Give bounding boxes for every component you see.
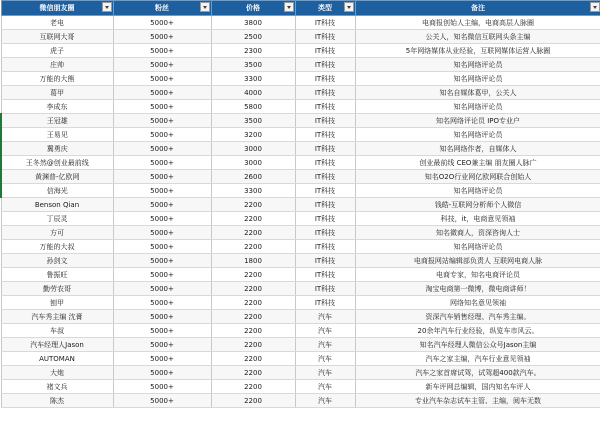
cell-type[interactable]: IT科技	[295, 184, 355, 198]
cell-type[interactable]: IT科技	[295, 212, 355, 226]
cell-fans[interactable]: 5000+	[113, 296, 211, 310]
header-label: 备注	[471, 4, 485, 12]
table-row	[1, 296, 600, 310]
cell-price[interactable]: 2300	[211, 44, 295, 58]
cell-name[interactable]: 汽车经理人Jason	[1, 338, 113, 352]
cell-price[interactable]: 2200	[211, 240, 295, 254]
cell-name[interactable]: 葛甲	[1, 86, 113, 100]
cell-name[interactable]: 万能的大熊	[1, 72, 113, 86]
cell-fans[interactable]: 5000+	[113, 72, 211, 86]
cell-name[interactable]: 王易见	[1, 128, 113, 142]
cell-fans[interactable]: 5000+	[113, 338, 211, 352]
cell-notes[interactable]: 电商报创始人主编，电商高层人脉圈	[355, 16, 600, 30]
cell-price[interactable]: 2200	[211, 212, 295, 226]
cell-notes[interactable]: 知名网络评论员	[355, 240, 600, 254]
table-row	[1, 310, 600, 324]
cell-price[interactable]: 3000	[211, 142, 295, 156]
cell-price[interactable]: 3300	[211, 72, 295, 86]
cell-fans[interactable]: 5000+	[113, 16, 211, 30]
cell-notes[interactable]: 钱皓-互联网分析师个人微信	[355, 198, 600, 212]
table-row	[1, 268, 600, 282]
cell-fans[interactable]: 5000+	[113, 394, 211, 408]
cell-price[interactable]: 2200	[211, 338, 295, 352]
cell-name[interactable]: 王冬然@创业最前线	[1, 156, 113, 170]
cell-fans[interactable]: 5000+	[113, 198, 211, 212]
cell-fans[interactable]: 5000+	[113, 366, 211, 380]
cell-notes[interactable]: 知名微商人，资深咨询人士	[355, 226, 600, 240]
cell-fans[interactable]: 5000+	[113, 170, 211, 184]
cell-type[interactable]: 汽车	[295, 366, 355, 380]
cell-type[interactable]: IT科技	[295, 254, 355, 268]
cell-notes[interactable]: 电商专家，知名电商评论员	[355, 268, 600, 282]
table-row	[1, 156, 600, 170]
table-row	[1, 100, 600, 114]
cell-type[interactable]: IT科技	[295, 72, 355, 86]
table-row	[1, 58, 600, 72]
cell-type[interactable]: IT科技	[295, 114, 355, 128]
header-label: 粉丝	[155, 4, 169, 12]
table-row	[1, 16, 600, 30]
cell-notes[interactable]: 知名网络评论员	[355, 184, 600, 198]
header-label: 价格	[246, 4, 260, 12]
cell-price[interactable]: 3000	[211, 156, 295, 170]
cell-notes[interactable]: 电商报网站编辑部负责人 互联网电商人脉	[355, 254, 600, 268]
cell-fans[interactable]: 5000+	[113, 184, 211, 198]
filter-dropdown-icon[interactable]	[590, 2, 600, 12]
table-row	[1, 142, 600, 156]
cell-fans[interactable]: 5000+	[113, 212, 211, 226]
cell-name[interactable]: 褚文兵	[1, 380, 113, 394]
cell-type[interactable]: 汽车	[295, 380, 355, 394]
cell-type[interactable]: IT科技	[295, 282, 355, 296]
cell-price[interactable]: 2200	[211, 296, 295, 310]
cell-type[interactable]: IT科技	[295, 156, 355, 170]
cell-type[interactable]: 汽车	[295, 324, 355, 338]
cell-fans[interactable]: 5000+	[113, 268, 211, 282]
header-row	[1, 1, 600, 16]
cell-price[interactable]: 3500	[211, 58, 295, 72]
cell-name[interactable]: 李成东	[1, 100, 113, 114]
cell-price[interactable]: 2200	[211, 324, 295, 338]
cell-price[interactable]: 3500	[211, 114, 295, 128]
cell-price[interactable]: 2200	[211, 282, 295, 296]
cell-notes[interactable]: 科技，it，电商意见领袖	[355, 212, 600, 226]
cell-fans[interactable]: 5000+	[113, 324, 211, 338]
cell-type[interactable]: IT科技	[295, 226, 355, 240]
cell-notes[interactable]: 知名O2O行业网亿欧网联合创始人	[355, 170, 600, 184]
cell-price[interactable]: 2600	[211, 170, 295, 184]
table-row	[1, 212, 600, 226]
cell-type[interactable]: IT科技	[295, 268, 355, 282]
table-row	[1, 254, 600, 268]
cell-price[interactable]: 2200	[211, 310, 295, 324]
cell-price[interactable]: 1800	[211, 254, 295, 268]
cell-name[interactable]: 王冠雄	[1, 114, 113, 128]
cell-fans[interactable]: 5000+	[113, 380, 211, 394]
cell-type[interactable]: IT科技	[295, 86, 355, 100]
table-row	[1, 324, 600, 338]
cell-fans[interactable]: 5000+	[113, 156, 211, 170]
table-row	[1, 170, 600, 184]
table-row	[1, 338, 600, 352]
cell-notes[interactable]: 知名网络评论员	[355, 72, 600, 86]
header-label: 类型	[318, 4, 332, 12]
cell-notes[interactable]: 汽车之家主编，汽车行业意见领袖	[355, 352, 600, 366]
cell-notes[interactable]: 新车评网总编辑，国内知名车评人	[355, 380, 600, 394]
cell-notes[interactable]: 网络知名意见领袖	[355, 296, 600, 310]
cell-name[interactable]: 丁辰灵	[1, 212, 113, 226]
cell-price[interactable]: 2200	[211, 352, 295, 366]
cell-price[interactable]: 2500	[211, 30, 295, 44]
cell-name[interactable]: 刨甲	[1, 296, 113, 310]
table-row	[1, 72, 600, 86]
cell-notes[interactable]: 5年网络媒体从业经验，互联网媒体运营人脉圈	[355, 44, 600, 58]
cell-fans[interactable]: 5000+	[113, 86, 211, 100]
cell-name[interactable]: 庄帅	[1, 58, 113, 72]
table-row	[1, 30, 600, 44]
cell-notes[interactable]: 知名网络评论员	[355, 58, 600, 72]
cell-type[interactable]: IT科技	[295, 16, 355, 30]
cell-notes[interactable]: 知名网络评论员	[355, 100, 600, 114]
cell-type[interactable]: IT科技	[295, 170, 355, 184]
cell-type[interactable]: IT科技	[295, 44, 355, 58]
cell-notes[interactable]: 汽车之家首席试驾，试驾超400款汽车。	[355, 366, 600, 380]
filter-dropdown-icon[interactable]	[344, 2, 354, 12]
cell-fans[interactable]: 5000+	[113, 282, 211, 296]
cell-name[interactable]: Benson Qian	[1, 198, 113, 212]
filter-dropdown-icon[interactable]	[102, 2, 112, 12]
cell-type[interactable]: IT科技	[295, 128, 355, 142]
cell-type[interactable]: IT科技	[295, 296, 355, 310]
cell-fans[interactable]: 5000+	[113, 100, 211, 114]
filter-dropdown-icon[interactable]	[284, 2, 294, 12]
cell-name[interactable]: 万能的大叔	[1, 240, 113, 254]
table-row	[1, 366, 600, 380]
cell-price[interactable]: 3200	[211, 128, 295, 142]
cell-price[interactable]: 3800	[211, 16, 295, 30]
cell-type[interactable]: IT科技	[295, 142, 355, 156]
cell-fans[interactable]: 5000+	[113, 226, 211, 240]
cell-notes[interactable]: 知名网络评论员	[355, 128, 600, 142]
table-row	[1, 86, 600, 100]
table-row	[1, 226, 600, 240]
cell-type[interactable]: 汽车	[295, 352, 355, 366]
cell-name[interactable]: 勤劳农哥	[1, 282, 113, 296]
cell-type[interactable]: 汽车	[295, 338, 355, 352]
table-row	[1, 282, 600, 296]
cell-price[interactable]: 2200	[211, 366, 295, 380]
cell-fans[interactable]: 5000+	[113, 44, 211, 58]
cell-notes[interactable]: 资深汽车销售经理、汽车秀主编。	[355, 310, 600, 324]
table-row	[1, 380, 600, 394]
cell-notes[interactable]: 公关人，知名微信互联网头条主编	[355, 30, 600, 44]
filter-dropdown-icon[interactable]	[200, 2, 210, 12]
table-row	[1, 394, 600, 408]
cell-price[interactable]: 5800	[211, 100, 295, 114]
cell-type[interactable]: IT科技	[295, 58, 355, 72]
header-name	[1, 1, 113, 16]
cell-name[interactable]: 黄渊普-亿欧网	[1, 170, 113, 184]
cell-type[interactable]: IT科技	[295, 240, 355, 254]
cell-fans[interactable]: 5000+	[113, 114, 211, 128]
table-row	[1, 198, 600, 212]
cell-price[interactable]: 2200	[211, 198, 295, 212]
cell-name[interactable]: AUTOMAN	[1, 352, 113, 366]
cell-notes[interactable]: 创业最前线 CEO兼主编 朋友圈人脉广	[355, 156, 600, 170]
cell-name[interactable]: 汽车秀主编 沈膏	[1, 310, 113, 324]
table-row	[1, 352, 600, 366]
cell-notes[interactable]: 知名网络作者，自媒体人	[355, 142, 600, 156]
cell-name[interactable]: 大炮	[1, 366, 113, 380]
cell-notes[interactable]: 专业汽车杂志试车主管、主编，阅车无数	[355, 394, 600, 408]
cell-fans[interactable]: 5000+	[113, 352, 211, 366]
table-row	[1, 128, 600, 142]
cell-name[interactable]: 孙剑文	[1, 254, 113, 268]
cell-name[interactable]: 方可	[1, 226, 113, 240]
cell-name[interactable]: 鲁振旺	[1, 268, 113, 282]
cell-name[interactable]: 陈杰	[1, 394, 113, 408]
cell-price[interactable]: 2200	[211, 380, 295, 394]
cell-notes[interactable]: 知名汽车经理人微信公众号Jason主编	[355, 338, 600, 352]
cell-fans[interactable]: 5000+	[113, 142, 211, 156]
cell-price[interactable]: 2200	[211, 226, 295, 240]
cell-type[interactable]: IT科技	[295, 100, 355, 114]
cell-fans[interactable]: 5000+	[113, 58, 211, 72]
table-row	[1, 44, 600, 58]
table-row	[1, 114, 600, 128]
cell-name[interactable]: 车叔	[1, 324, 113, 338]
cell-type[interactable]: 汽车	[295, 394, 355, 408]
header-fans	[113, 1, 211, 16]
cell-name[interactable]: 互联网大哥	[1, 30, 113, 44]
cell-type[interactable]: IT科技	[295, 198, 355, 212]
header-notes	[355, 1, 600, 16]
cell-notes[interactable]: 知名自媒体葛甲，公关人	[355, 86, 600, 100]
cell-fans[interactable]: 5000+	[113, 240, 211, 254]
cell-price[interactable]: 3300	[211, 184, 295, 198]
cell-name[interactable]: 虎子	[1, 44, 113, 58]
cell-price[interactable]: 2200	[211, 268, 295, 282]
cell-price[interactable]: 4000	[211, 86, 295, 100]
cell-fans[interactable]: 5000+	[113, 254, 211, 268]
cell-notes[interactable]: 20余年汽车行业经验，纵览车市风云。	[355, 324, 600, 338]
cell-type[interactable]: 汽车	[295, 310, 355, 324]
cell-notes[interactable]: 淘宝电商第一微博，微电商讲师！	[355, 282, 600, 296]
cell-name[interactable]: 老电	[1, 16, 113, 30]
cell-name[interactable]: 信海光	[1, 184, 113, 198]
cell-fans[interactable]: 5000+	[113, 310, 211, 324]
cell-name[interactable]: 冀勇庆	[1, 142, 113, 156]
cell-type[interactable]: IT科技	[295, 30, 355, 44]
header-price	[211, 1, 295, 16]
cell-fans[interactable]: 5000+	[113, 128, 211, 142]
cell-fans[interactable]: 5000+	[113, 30, 211, 44]
table-row	[1, 184, 600, 198]
cell-notes[interactable]: 知名网络评论员 IPO专业户	[355, 114, 600, 128]
cell-price[interactable]: 2200	[211, 394, 295, 408]
header-label: 微信朋友圈	[39, 4, 75, 12]
table-row	[1, 240, 600, 254]
header-type	[295, 1, 355, 16]
